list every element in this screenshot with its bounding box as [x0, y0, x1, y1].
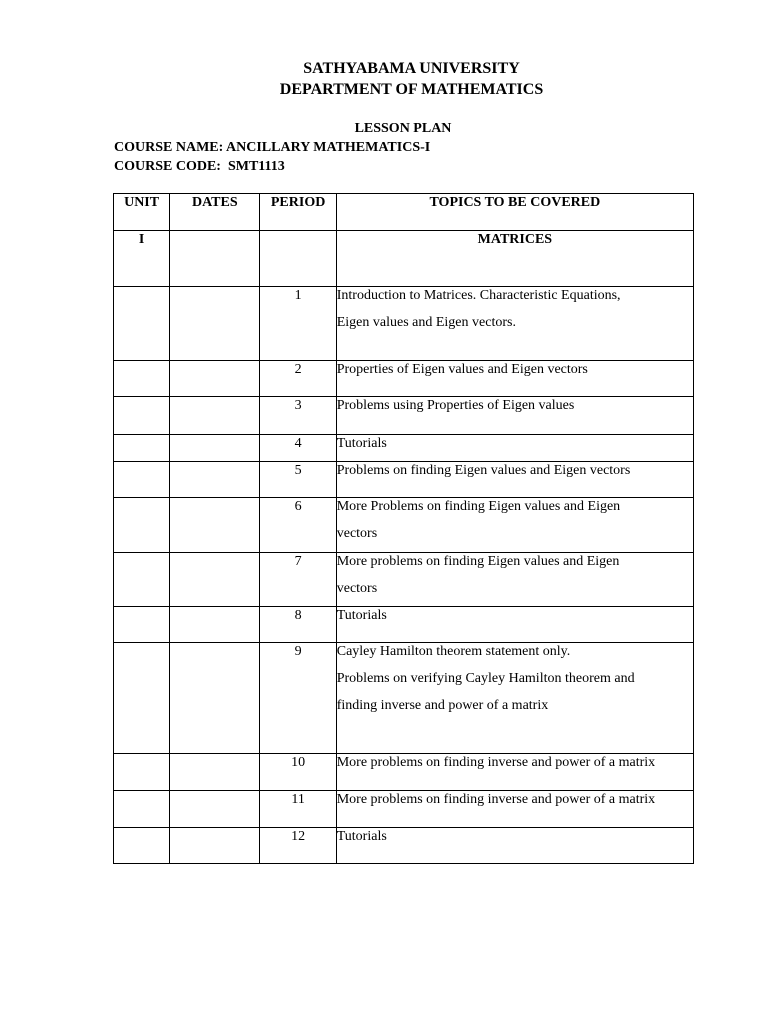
dates-cell [170, 607, 260, 643]
unit-cell [114, 828, 170, 864]
period-number: 2 [260, 361, 336, 397]
topic-line: Problems on verifying Cayley Hamilton theorem and [336, 671, 635, 686]
topic-line: More Problems on finding Eigen values and Eigen [336, 499, 621, 514]
unit-cell [114, 553, 170, 607]
period-number: 3 [260, 397, 336, 435]
unit-cell [114, 435, 170, 462]
unit-cell [114, 498, 170, 553]
lesson-plan-heading: LESSON PLAN [354, 121, 452, 136]
period-number: 1 [260, 287, 336, 361]
dates-cell [170, 397, 260, 435]
topic-line: Tutorials [336, 829, 387, 844]
topic-line: More problems on finding Eigen values and Eigen [336, 554, 620, 569]
topic-line: Cayley Hamilton theorem statement only. [336, 644, 571, 659]
table-row [114, 643, 694, 754]
department-name: DEPARTMENT OF MATHEMATICS [279, 81, 544, 98]
topic-line: Tutorials [336, 608, 387, 623]
topic-cell [336, 287, 693, 361]
table-row [114, 828, 694, 864]
topic-cell [336, 754, 693, 791]
unit-cell [114, 287, 170, 361]
topic-cell [336, 791, 693, 828]
unit-cell [114, 643, 170, 754]
table-row [114, 754, 694, 791]
topic-line: Problems on finding Eigen values and Eigen vectors [336, 463, 631, 478]
column-header-topics: TOPICS TO BE COVERED [336, 194, 693, 231]
topic-line: Properties of Eigen values and Eigen vectors [336, 362, 588, 377]
dates-cell [170, 754, 260, 791]
unit-row [114, 231, 694, 287]
dates-cell [170, 643, 260, 754]
unit-cell [114, 361, 170, 397]
course-name: COURSE NAME: ANCILLARY MATHEMATICS-I [114, 140, 431, 155]
period-number: 6 [260, 498, 336, 553]
column-header-dates: DATES [170, 194, 260, 231]
period-number: 12 [260, 828, 336, 864]
topic-cell [336, 397, 693, 435]
period-number: 11 [260, 791, 336, 828]
period-number: 10 [260, 754, 336, 791]
dates-cell [170, 462, 260, 498]
course-code: COURSE CODE: SMT1113 [114, 159, 285, 174]
period-number: 8 [260, 607, 336, 643]
topic-line: More problems on finding inverse and power of a matrix [336, 792, 656, 807]
topic-line: Eigen values and Eigen vectors. [336, 315, 516, 330]
period-number: 4 [260, 435, 336, 462]
table-row [114, 498, 694, 553]
course-info [114, 138, 430, 176]
dates-cell [170, 435, 260, 462]
dates-cell [170, 361, 260, 397]
period-number: 7 [260, 553, 336, 607]
topic-line: Problems using Properties of Eigen values [336, 398, 575, 413]
topic-line: Introduction to Matrices. Characteristic Equations, [336, 288, 621, 303]
table-header-row [114, 194, 694, 231]
period-number: 5 [260, 462, 336, 498]
unit-cell [114, 791, 170, 828]
table-row [114, 553, 694, 607]
topic-cell [336, 643, 693, 754]
topic-line: More problems on finding inverse and power of a matrix [336, 755, 656, 770]
topic-cell [336, 498, 693, 553]
table-row [114, 791, 694, 828]
university-name: SATHYABAMA UNIVERSITY [303, 60, 520, 77]
table-row [114, 287, 694, 361]
unit-title: MATRICES [336, 231, 693, 287]
topic-cell [336, 828, 693, 864]
dates-cell [170, 231, 260, 287]
column-header-period: PERIOD [260, 194, 336, 231]
unit-number: I [114, 231, 170, 287]
table-row [114, 397, 694, 435]
dates-cell [170, 553, 260, 607]
topic-cell [336, 553, 693, 607]
dates-cell [170, 791, 260, 828]
column-header-unit: UNIT [114, 194, 170, 231]
unit-cell [114, 397, 170, 435]
dates-cell [170, 287, 260, 361]
topic-line: vectors [336, 526, 378, 541]
topic-line: finding inverse and power of a matrix [336, 698, 549, 713]
unit-cell [114, 462, 170, 498]
unit-cell [114, 754, 170, 791]
dates-cell [170, 498, 260, 553]
dates-cell [170, 828, 260, 864]
lesson-plan-table [113, 193, 694, 864]
topic-line: Tutorials [336, 436, 387, 451]
topic-line: vectors [336, 581, 378, 596]
unit-cell [114, 607, 170, 643]
document-title [0, 58, 768, 100]
period-number: 9 [260, 643, 336, 754]
period-cell [260, 231, 336, 287]
